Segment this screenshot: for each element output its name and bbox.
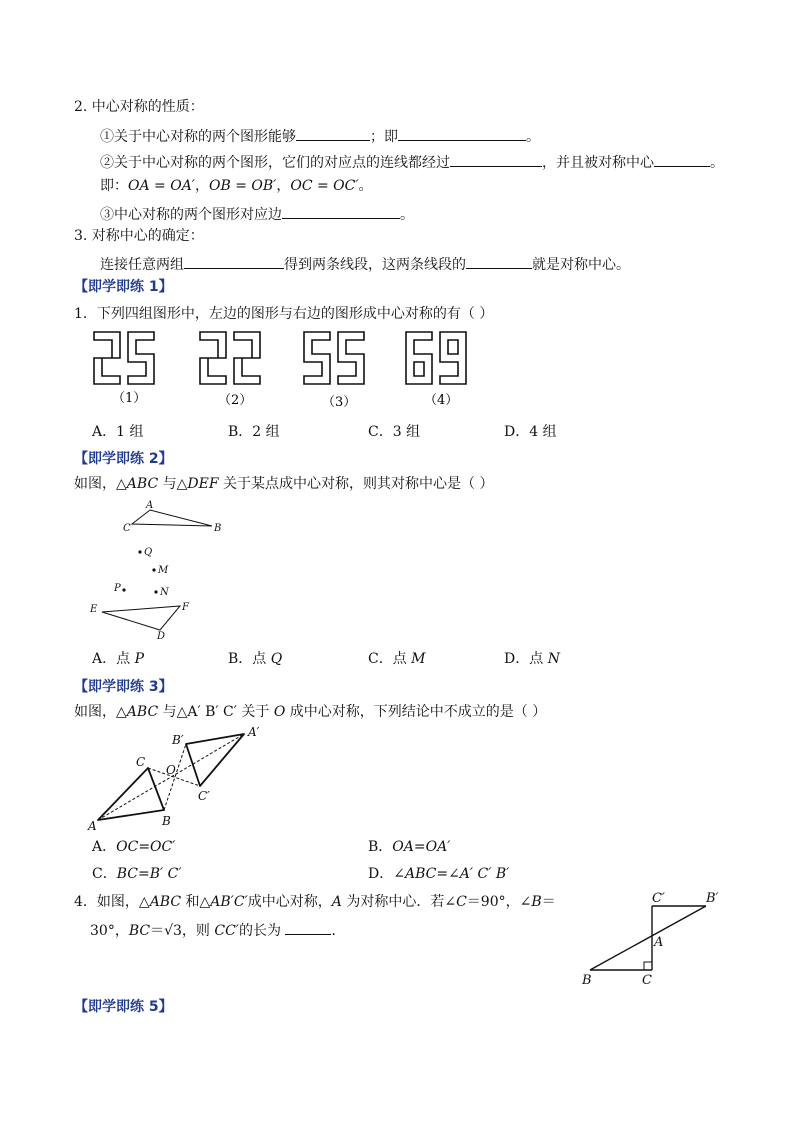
- label-m: M: [158, 565, 169, 576]
- blank-5[interactable]: [282, 204, 400, 219]
- ex2-option-d[interactable]: D．点 N: [504, 651, 560, 667]
- label-p: P: [114, 583, 121, 594]
- ex2-figure: [86, 496, 236, 644]
- ex4-line2: 30°，BC＝√3，则 CC′的长为 ．: [90, 920, 345, 940]
- point-p: [122, 588, 125, 591]
- digit-5-outline: [128, 332, 154, 384]
- triangle-abc-prime: [186, 734, 244, 786]
- section3-title: 3. 对称中心的确定：: [74, 228, 204, 244]
- ex2-option-c[interactable]: C．点 M: [368, 651, 426, 667]
- digit-6-outline: [406, 332, 432, 384]
- ex3-figure: [88, 724, 278, 834]
- fig-label-4: （4）: [424, 393, 459, 408]
- label-c: C: [642, 973, 652, 988]
- label-n: N: [160, 587, 169, 598]
- ex1-option-d[interactable]: D．4 组: [504, 424, 557, 440]
- digit-5-outline: [304, 332, 330, 384]
- triangle-def: [102, 606, 180, 630]
- section3-text: 连接任意两组 得到两条线段，这两条线段的 就是对称中心。: [100, 254, 630, 274]
- ex3-option-d[interactable]: D．∠ABC=∠A′ C′ B′: [368, 866, 510, 882]
- segment-b-b-prime: [590, 906, 706, 970]
- blank-2[interactable]: [398, 126, 526, 141]
- right-angle-mark: [644, 962, 652, 970]
- ex1-figures: [88, 328, 498, 412]
- label-c: C: [136, 755, 146, 769]
- ex5-heading: 【即学即练 5】: [74, 999, 173, 1015]
- label-a: A: [88, 819, 97, 833]
- ex4-figure: [580, 886, 728, 990]
- label-c-prime: C′: [652, 891, 665, 906]
- label-c-prime: C′: [198, 789, 210, 803]
- digit-2-outline: [234, 332, 260, 384]
- label-e: E: [90, 604, 98, 615]
- blank-4[interactable]: [654, 152, 710, 167]
- ex1-question: 1．下列四组图形中，左边的图形与右边的图形成中心对称的有（ ）: [74, 306, 494, 322]
- label-b-prime: B′: [172, 733, 184, 747]
- section2-equations: 即：OA = OA′，OB = OB′，OC = OC′。: [100, 178, 373, 194]
- label-f: F: [182, 602, 189, 613]
- ex4-line1: 4．如图，△ABC 和△AB′C′成中心对称，A 为对称中心．若∠C＝90°，∠B＝: [74, 894, 556, 910]
- ex1-option-a[interactable]: A．1 组: [92, 424, 144, 440]
- ex1-option-b[interactable]: B．2 组: [228, 424, 280, 440]
- blank-3[interactable]: [450, 152, 542, 167]
- label-a: A: [654, 935, 664, 950]
- ex4-answer-blank[interactable]: [285, 920, 331, 935]
- label-b: B: [214, 523, 222, 534]
- ex2-question: 如图，△ABC 与△DEF 关于某点成中心对称，则其对称中心是（ ）: [74, 476, 494, 492]
- digit-2-outline: [94, 332, 120, 384]
- label-b-prime: B′: [706, 891, 719, 906]
- point-m: [152, 568, 155, 571]
- label-b: B: [162, 814, 171, 828]
- triangle-abc: [132, 510, 212, 526]
- blank-1[interactable]: [296, 126, 370, 141]
- blank-7[interactable]: [466, 254, 532, 269]
- point-n: [154, 590, 157, 593]
- sqrt-three: √3: [164, 923, 182, 939]
- digit-5-outline: [338, 332, 364, 384]
- ex1-option-c[interactable]: C．3 组: [368, 424, 421, 440]
- label-a-prime: A′: [248, 725, 260, 739]
- fig-label-3: （3）: [322, 395, 357, 410]
- ex2-option-a[interactable]: A．点 P: [92, 651, 144, 667]
- blank-6[interactable]: [184, 254, 284, 269]
- ex2-option-b[interactable]: B．点 Q: [228, 651, 283, 667]
- label-c: C: [123, 523, 131, 534]
- section2-title: 2. 中心对称的性质：: [74, 99, 204, 115]
- ex1-heading: 【即学即练 1】: [74, 279, 173, 295]
- label-o: O: [166, 763, 176, 777]
- ex2-heading: 【即学即练 2】: [74, 451, 173, 467]
- fig-label-2: （2）: [218, 393, 253, 408]
- section2-property3: ③中心对称的两个图形对应边 。: [100, 204, 414, 224]
- digit-9-outline: [440, 332, 466, 384]
- label-a: A: [146, 500, 154, 511]
- label-b: B: [582, 973, 592, 988]
- ex3-heading: 【即学即练 3】: [74, 679, 173, 695]
- label-q: Q: [144, 547, 153, 558]
- section2-property1: ①关于中心对称的两个图形能够 ；即 。: [100, 126, 540, 146]
- triangle-abc: [98, 768, 164, 820]
- section2-property2: ②关于中心对称的两个图形，它们的对应点的连线都经过 ，并且被对称中心 。: [100, 152, 724, 172]
- label-d: D: [157, 631, 166, 642]
- ex3-question: 如图，△ABC 与△A′ B′ C′ 关于 O 成中心对称，下列结论中不成立的是（ ）: [74, 704, 547, 720]
- point-q: [138, 550, 141, 553]
- fig-label-1: （1）: [112, 391, 147, 406]
- segment-aa-prime: [98, 734, 244, 820]
- ex3-option-b[interactable]: B．OA=OA′: [368, 839, 451, 855]
- digit-2-outline: [200, 332, 226, 384]
- ex3-option-a[interactable]: A．OC=OC′: [92, 839, 176, 855]
- ex3-option-c[interactable]: C．BC=B′ C′: [92, 866, 182, 882]
- segment-bb-prime: [164, 744, 186, 810]
